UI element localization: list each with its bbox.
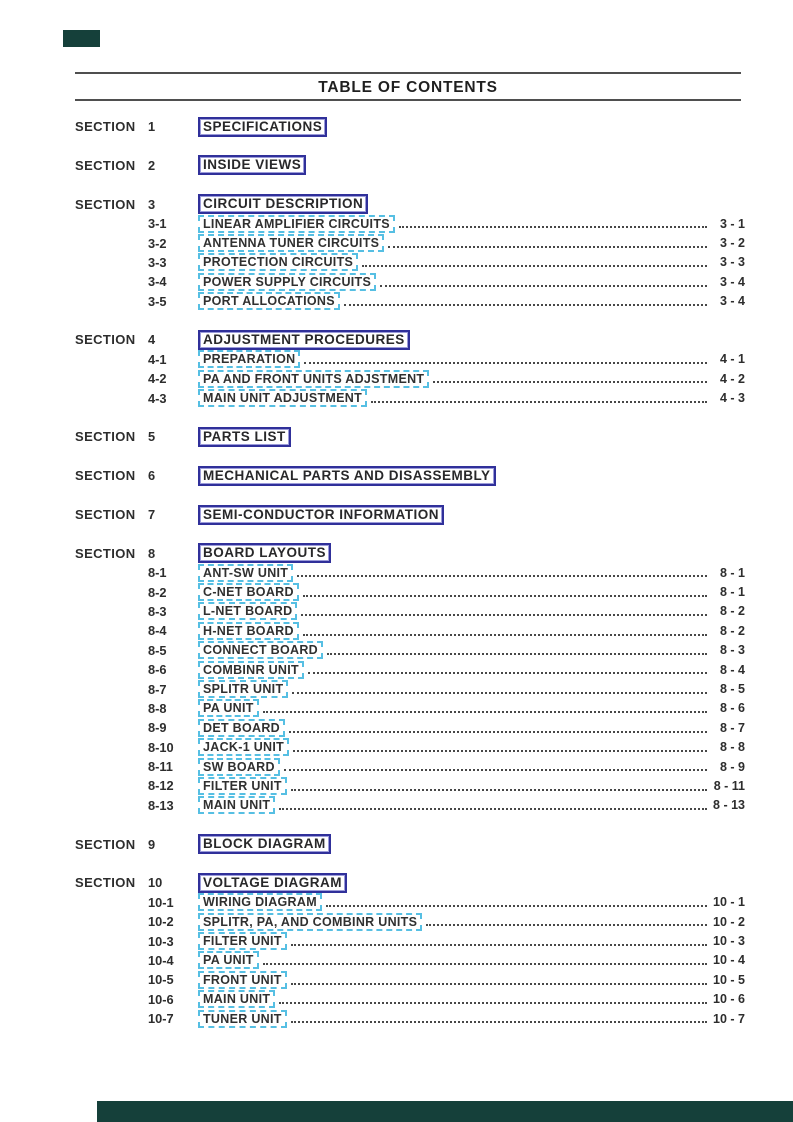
toc-item-8-1-link[interactable]: ANT-SW UNIT <box>198 564 293 582</box>
toc-item-row <box>75 214 745 233</box>
toc-item-10-7-link[interactable]: TUNER UNIT <box>198 1010 287 1028</box>
section-5-title-link[interactable]: PARTS LIST <box>198 427 291 447</box>
item-page-number: 8 - 11 <box>713 778 745 793</box>
item-number: 8-9 <box>148 720 167 736</box>
item-number: 8-6 <box>148 662 167 678</box>
section-heading-row <box>75 195 745 214</box>
toc-item-row <box>75 970 745 989</box>
section-9-title-link[interactable]: BLOCK DIAGRAM <box>198 834 331 854</box>
toc-item-8-10-link[interactable]: JACK-1 UNIT <box>198 738 289 756</box>
toc-item-10-1-link[interactable]: WIRING DIAGRAM <box>198 893 322 911</box>
toc-item-row <box>75 621 745 640</box>
dot-leader <box>289 731 707 733</box>
dot-leader <box>380 285 707 287</box>
toc <box>75 111 745 1028</box>
toc-item-row <box>75 990 745 1009</box>
section-7-title-link[interactable]: SEMI-CONDUCTOR INFORMATION <box>198 505 444 525</box>
item-number: 8-8 <box>148 700 167 716</box>
item-number: 10-6 <box>148 991 174 1007</box>
section-block <box>75 195 745 311</box>
toc-item-8-11-link[interactable]: SW BOARD <box>198 758 280 776</box>
toc-item-row <box>75 776 745 795</box>
toc-item-row <box>75 679 745 698</box>
toc-item-8-12-link[interactable]: FILTER UNIT <box>198 777 287 795</box>
toc-item-row <box>75 641 745 660</box>
item-page-number: 4 - 3 <box>719 391 745 406</box>
section-block <box>75 330 745 408</box>
dot-leader <box>293 750 707 752</box>
toc-item-10-3-link[interactable]: FILTER UNIT <box>198 932 287 950</box>
section-heading-row <box>75 330 745 349</box>
item-number: 3-3 <box>148 254 167 270</box>
section-block <box>75 544 745 815</box>
section-block <box>75 117 745 136</box>
section-number: 7 <box>148 507 156 522</box>
section-number: 1 <box>148 119 156 135</box>
dot-leader <box>263 963 707 965</box>
toc-item-row <box>75 292 745 311</box>
page-title: TABLE OF CONTENTS <box>318 79 498 96</box>
section-label: SECTION <box>75 429 136 445</box>
item-number: 10-4 <box>148 952 174 968</box>
section-heading-row <box>75 544 745 563</box>
item-page-number: 10 - 1 <box>713 895 745 910</box>
item-page-number: 8 - 1 <box>719 565 745 580</box>
section-number: 2 <box>148 157 156 173</box>
section-label: SECTION <box>75 157 136 173</box>
dot-leader <box>388 246 707 248</box>
toc-item-8-6-link[interactable]: COMBINR UNIT <box>198 661 304 679</box>
item-number: 4-3 <box>148 390 167 406</box>
dot-leader <box>279 808 707 810</box>
toc-item-row <box>75 738 745 757</box>
section-number: 10 <box>148 875 163 891</box>
section-4-title-link[interactable]: ADJUSTMENT PROCEDURES <box>198 330 410 350</box>
section-heading-row <box>75 427 745 446</box>
dot-leader <box>371 401 707 403</box>
item-number: 3-4 <box>148 274 167 290</box>
section-1-title-link[interactable]: SPECIFICATIONS <box>198 117 327 137</box>
dot-leader <box>326 905 707 907</box>
header-rule-top <box>75 72 741 74</box>
dot-leader <box>291 789 707 791</box>
item-number: 10-3 <box>148 933 174 949</box>
dot-leader <box>279 1002 707 1004</box>
toc-item-row <box>75 893 745 912</box>
section-block <box>75 505 745 524</box>
dot-leader <box>327 653 707 655</box>
dot-leader <box>291 944 707 946</box>
toc-item-row <box>75 951 745 970</box>
scan-artifact-mark <box>63 30 100 47</box>
item-number: 4-1 <box>148 351 167 367</box>
toc-item-row <box>75 699 745 718</box>
dot-leader <box>292 692 707 694</box>
item-page-number: 10 - 5 <box>713 972 745 987</box>
dot-leader <box>297 575 707 577</box>
item-number: 8-1 <box>148 565 167 581</box>
scan-artifact-bottom-bar <box>97 1101 793 1122</box>
item-number: 4-2 <box>148 371 167 387</box>
toc-item-10-4-link[interactable]: PA UNIT <box>198 951 259 969</box>
section-10-title-link[interactable]: VOLTAGE DIAGRAM <box>198 873 347 893</box>
toc-item-8-3-link[interactable]: L-NET BOARD <box>198 602 297 620</box>
item-number: 3-1 <box>148 216 167 232</box>
section-block <box>75 834 745 853</box>
toc-item-8-5-link[interactable]: CONNECT BOARD <box>198 641 323 659</box>
toc-item-row <box>75 388 745 407</box>
item-number: 3-5 <box>148 293 167 309</box>
item-page-number: 8 - 5 <box>719 682 745 697</box>
section-items <box>75 214 745 311</box>
toc-item-10-5-link[interactable]: FRONT UNIT <box>198 971 287 989</box>
toc-item-row <box>75 582 745 601</box>
section-number: 3 <box>148 196 156 212</box>
dot-leader <box>284 769 707 771</box>
section-number: 6 <box>148 468 156 484</box>
item-page-number: 8 - 3 <box>719 643 745 658</box>
toc-item-row <box>75 253 745 272</box>
section-heading-row <box>75 117 745 136</box>
section-label: SECTION <box>75 836 136 852</box>
toc-item-8-8-link[interactable]: PA UNIT <box>198 699 259 717</box>
section-items <box>75 563 745 815</box>
item-page-number: 8 - 1 <box>719 585 745 600</box>
item-page-number: 10 - 3 <box>713 934 745 949</box>
item-page-number: 8 - 2 <box>719 604 745 619</box>
item-number: 3-2 <box>148 235 167 251</box>
section-6-title-link[interactable]: MECHANICAL PARTS AND DISASSEMBLY <box>198 466 496 486</box>
toc-item-10-6-link[interactable]: MAIN UNIT <box>198 990 275 1008</box>
section-number: 5 <box>148 429 156 445</box>
item-page-number: 8 - 6 <box>719 701 745 716</box>
dot-leader <box>304 362 707 364</box>
section-items <box>75 350 745 408</box>
item-number: 8-12 <box>148 778 174 794</box>
toc-item-row <box>75 931 745 950</box>
item-number: 8-13 <box>148 797 174 813</box>
item-page-number: 4 - 2 <box>719 371 745 386</box>
section-heading-row <box>75 156 745 175</box>
item-page-number: 8 - 13 <box>713 798 745 813</box>
dot-leader <box>399 226 707 228</box>
toc-item-4-3-link[interactable]: MAIN UNIT ADJUSTMENT <box>198 389 367 407</box>
toc-item-3-5-link[interactable]: PORT ALLOCATIONS <box>198 292 340 310</box>
section-3-title-link[interactable]: CIRCUIT DESCRIPTION <box>198 194 368 214</box>
toc-item-row <box>75 912 745 931</box>
item-page-number: 3 - 3 <box>719 255 745 270</box>
dot-leader <box>303 595 707 597</box>
item-page-number: 8 - 9 <box>719 759 745 774</box>
section-block <box>75 427 745 446</box>
section-number: 9 <box>148 836 156 852</box>
item-page-number: 8 - 8 <box>719 740 745 755</box>
section-heading-row <box>75 873 745 892</box>
item-page-number: 3 - 2 <box>719 236 745 251</box>
toc-item-10-2-link[interactable]: SPLITR, PA, AND COMBINR UNITS <box>198 913 422 931</box>
section-items <box>75 893 745 1029</box>
toc-item-3-2-link[interactable]: ANTENNA TUNER CIRCUITS <box>198 234 384 252</box>
toc-item-row <box>75 602 745 621</box>
item-page-number: 10 - 4 <box>713 953 745 968</box>
toc-item-row <box>75 796 745 815</box>
toc-item-row <box>75 718 745 737</box>
section-heading-row <box>75 505 745 524</box>
toc-item-row <box>75 272 745 291</box>
dot-leader <box>433 381 707 383</box>
toc-item-8-2-link[interactable]: C-NET BOARD <box>198 583 299 601</box>
section-label: SECTION <box>75 545 136 561</box>
item-page-number: 3 - 4 <box>719 274 745 289</box>
toc-item-3-1-link[interactable]: LINEAR AMPLIFIER CIRCUITS <box>198 215 395 233</box>
dot-leader <box>303 634 707 636</box>
section-block <box>75 466 745 485</box>
section-label: SECTION <box>75 507 136 522</box>
item-number: 8-10 <box>148 739 174 755</box>
toc-item-3-4-link[interactable]: POWER SUPPLY CIRCUITS <box>198 273 376 291</box>
item-page-number: 10 - 2 <box>713 914 745 929</box>
section-2-title-link[interactable]: INSIDE VIEWS <box>198 155 306 175</box>
dot-leader <box>344 304 707 306</box>
toc-item-row <box>75 350 745 369</box>
toc-item-row <box>75 233 745 252</box>
toc-item-row <box>75 369 745 388</box>
section-label: SECTION <box>75 332 136 348</box>
section-label: SECTION <box>75 875 136 891</box>
toc-item-row <box>75 563 745 582</box>
section-heading-row <box>75 466 745 485</box>
item-number: 8-11 <box>148 759 173 775</box>
section-number: 4 <box>148 332 156 348</box>
section-label: SECTION <box>75 468 136 484</box>
item-number: 8-4 <box>148 623 167 639</box>
item-number: 10-5 <box>148 972 174 988</box>
dot-leader <box>308 672 707 674</box>
toc-item-row <box>75 1009 745 1028</box>
item-page-number: 10 - 6 <box>713 992 745 1007</box>
dot-leader <box>426 924 707 926</box>
item-page-number: 4 - 1 <box>719 352 745 367</box>
toc-item-3-3-link[interactable]: PROTECTION CIRCUITS <box>198 253 358 271</box>
item-page-number: 8 - 4 <box>719 662 745 677</box>
item-number: 8-5 <box>148 642 167 658</box>
toc-item-row <box>75 757 745 776</box>
item-number: 8-7 <box>148 681 167 697</box>
section-block <box>75 156 745 175</box>
dot-leader <box>362 265 707 267</box>
toc-item-8-7-link[interactable]: SPLITR UNIT <box>198 680 288 698</box>
item-number: 8-2 <box>148 584 167 600</box>
item-page-number: 8 - 2 <box>719 623 745 638</box>
dot-leader <box>291 1021 707 1023</box>
toc-item-8-4-link[interactable]: H-NET BOARD <box>198 622 299 640</box>
dot-leader <box>301 614 707 616</box>
section-label: SECTION <box>75 196 136 212</box>
section-heading-row <box>75 834 745 853</box>
item-number: 8-3 <box>148 603 167 619</box>
section-number: 8 <box>148 545 156 561</box>
toc-item-8-9-link[interactable]: DET BOARD <box>198 719 285 737</box>
section-block <box>75 873 745 1028</box>
header-rule-bottom <box>75 99 741 101</box>
dot-leader <box>291 983 707 985</box>
toc-item-row <box>75 660 745 679</box>
dot-leader <box>263 711 707 713</box>
item-page-number: 8 - 7 <box>719 720 745 735</box>
item-page-number: 3 - 1 <box>719 216 745 231</box>
item-number: 10-1 <box>148 894 174 910</box>
section-8-title-link[interactable]: BOARD LAYOUTS <box>198 543 331 563</box>
item-number: 10-2 <box>148 914 174 930</box>
toc-item-8-13-link[interactable]: MAIN UNIT <box>198 796 275 814</box>
toc-item-4-2-link[interactable]: PA AND FRONT UNITS ADJSTMENT <box>198 370 429 388</box>
toc-item-4-1-link[interactable]: PREPARATION <box>198 350 300 368</box>
item-page-number: 3 - 4 <box>719 294 745 309</box>
item-page-number: 10 - 7 <box>713 1011 745 1026</box>
item-number: 10-7 <box>148 1011 174 1027</box>
section-label: SECTION <box>75 119 136 135</box>
